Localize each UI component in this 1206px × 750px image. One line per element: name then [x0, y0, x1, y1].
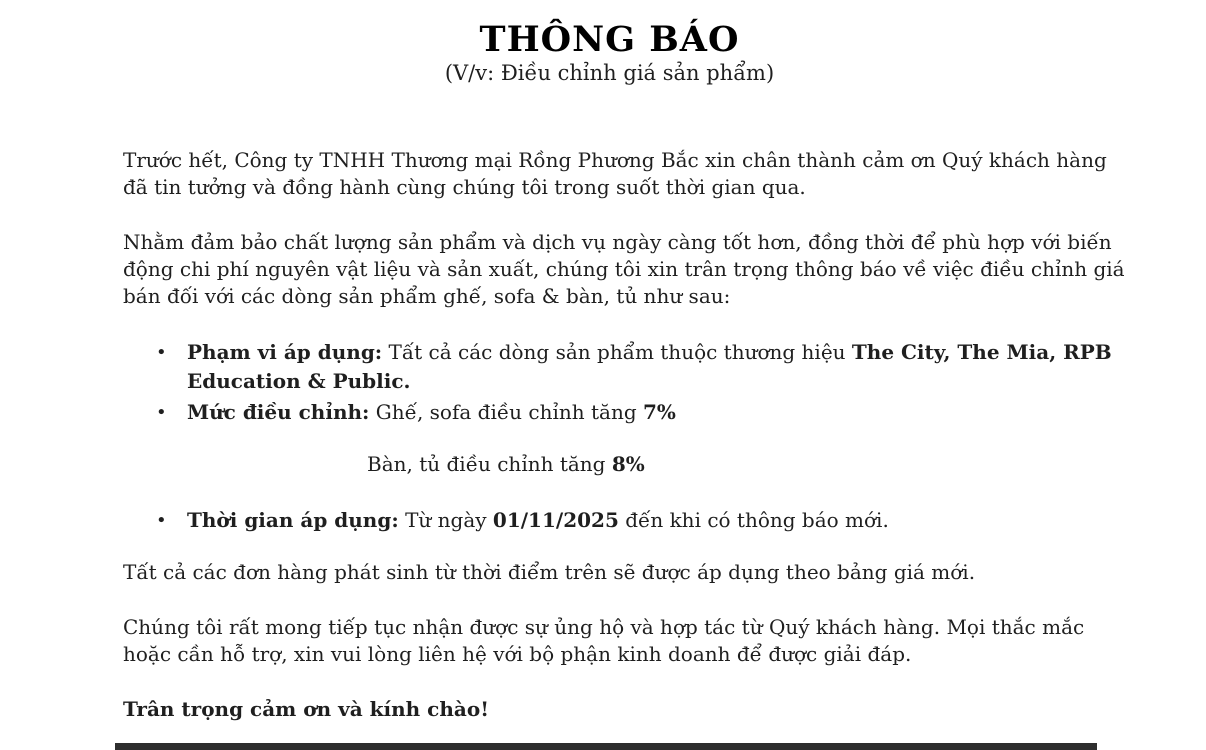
text-run: Nhằm đảm bảo chất lượng sản phẩm và dịch vụ ngày càng tốt hơn, đồng thời để phù hợp với biến: [123, 230, 1112, 254]
bullet-icon: •: [156, 342, 167, 363]
text-run: hoặc cần hỗ trợ, xin vui lòng liên hệ với bộ phận kinh doanh để được giải đáp.: [123, 642, 912, 666]
text-run: Ghế, sofa điều chỉnh tăng: [369, 400, 643, 424]
paragraph: [123, 147, 1107, 201]
text-run: Thời gian áp dụng:: [187, 508, 399, 532]
text-line: [187, 367, 1096, 396]
text-run: 8%: [611, 452, 645, 476]
bullet-icon: •: [156, 510, 167, 531]
text-line: [123, 696, 1096, 723]
text-line: [187, 338, 1112, 367]
text-run: bán đối với các dòng sản phẩm ghế, sofa & bàn, tủ như sau:: [123, 284, 731, 308]
text-line: [123, 174, 1096, 201]
text-line: [123, 229, 1112, 256]
text-run: đã tin tưởng và đồng hành cùng chúng tôi trong suốt thời gian qua.: [123, 175, 806, 199]
text-run: Mức điều chỉnh:: [187, 400, 370, 424]
text-run: 7%: [643, 400, 676, 424]
bullet-icon: •: [156, 402, 167, 423]
text-run: Chúng tôi rất mong tiếp tục nhận được sự ủng hộ và hợp tác từ Quý khách hàng. Mọi thắc mắc: [123, 615, 1085, 639]
list-item: [123, 338, 1112, 396]
document-body: [123, 147, 1125, 723]
text-run: Bàn, tủ điều chỉnh tăng: [367, 452, 612, 476]
text-run: Education & Public.: [187, 369, 411, 393]
text-run: Từ ngày: [398, 508, 493, 532]
document-title: THÔNG BÁO: [479, 19, 740, 60]
paragraph: [123, 229, 1125, 310]
paragraph: [123, 614, 1096, 668]
text-line: [123, 147, 1107, 174]
cutoff-content-bar: [115, 743, 1097, 750]
text-line: [187, 506, 1096, 535]
text-line: [123, 283, 1096, 310]
text-line: [367, 451, 1096, 478]
text-run: Trước hết, Công ty TNHH Thương mại Rồng Phương Bắc xin chân thành cảm ơn Quý khách hàng: [123, 148, 1107, 172]
text-run: Trân trọng cảm ơn và kính chào!: [123, 697, 489, 721]
text-line: [187, 398, 1096, 427]
paragraph: [367, 451, 1096, 478]
text-run: động chi phí nguyên vật liệu và sản xuất, chúng tôi xin trân trọng thông báo về việc điều chỉnh giá: [123, 257, 1125, 281]
text-run: Phạm vi áp dụng:: [187, 340, 383, 364]
paragraph: [123, 559, 1096, 586]
list-item: [123, 398, 1096, 427]
text-run: The City, The Mia, RPB: [851, 340, 1112, 364]
text-line: [123, 614, 1096, 641]
text-run: đến khi có thông báo mới.: [618, 508, 889, 532]
text-run: 01/11/2025: [492, 508, 619, 532]
text-run: Tất cả các dòng sản phẩm thuộc thương hiệu: [382, 340, 852, 364]
text-line: [123, 559, 1096, 586]
list-item: [123, 506, 1096, 535]
text-line: [123, 641, 1096, 668]
document-subtitle: (V/v: Điều chỉnh giá sản phẩm): [444, 61, 775, 85]
paragraph: [123, 696, 1096, 723]
text-line: [123, 256, 1125, 283]
text-run: Tất cả các đơn hàng phát sinh từ thời điểm trên sẽ được áp dụng theo bảng giá mới.: [123, 560, 976, 584]
